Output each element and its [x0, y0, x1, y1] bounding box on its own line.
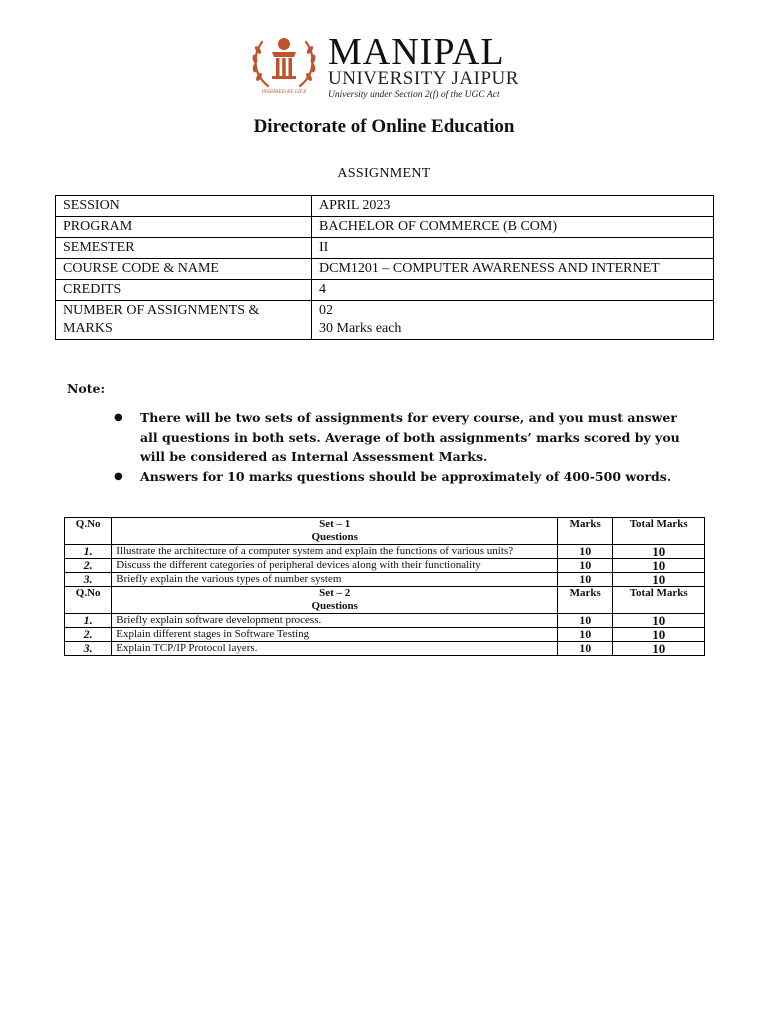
question-total: 10 — [613, 642, 705, 656]
university-logo — [248, 30, 538, 100]
table-row — [65, 545, 705, 559]
bullet-icon: ● — [114, 412, 123, 423]
marks-header: Marks — [558, 587, 613, 614]
question-marks: 10 — [558, 642, 613, 656]
table-row — [65, 614, 705, 628]
note-text: Answers for 10 marks questions should be approximately of 400-500 words. — [140, 468, 672, 484]
question-text: Briefly explain software development process. — [112, 614, 558, 628]
question-number: 2. — [65, 559, 112, 573]
info-value: 4 — [312, 280, 714, 301]
question-marks: 10 — [558, 545, 613, 559]
info-row — [56, 238, 714, 259]
note-item — [108, 408, 698, 467]
set1-header-row — [65, 518, 705, 545]
question-total: 10 — [613, 614, 705, 628]
info-value — [312, 301, 714, 340]
question-text: Discuss the different categories of peripheral devices along with their functionality — [112, 559, 558, 573]
questions-header: Questions — [311, 531, 358, 543]
question-total: 10 — [613, 545, 705, 559]
note-text: There will be two sets of assignments for every course, and you must answer all questions in both sets. Average of both assignments’ marks scored by you will be considered as Internal Assessment Marks. — [140, 410, 680, 464]
question-marks: 10 — [558, 614, 613, 628]
assignment-heading: ASSIGNMENT — [337, 166, 431, 181]
marks-each: 30 Marks each — [319, 321, 402, 336]
info-row — [56, 259, 714, 280]
bullet-icon: ● — [114, 470, 123, 482]
note-item — [108, 467, 698, 487]
info-key: PROGRAM — [56, 217, 312, 238]
question-text: Explain different stages in Software Testing — [112, 628, 558, 642]
table-row — [65, 559, 705, 573]
assignment-count: 02 — [319, 303, 333, 318]
info-row — [56, 301, 714, 340]
table-row — [65, 642, 705, 656]
note-list — [108, 408, 698, 486]
question-text: Explain TCP/IP Protocol layers. — [112, 642, 558, 656]
manipal-emblem-icon — [248, 30, 320, 96]
question-number: 3. — [65, 573, 112, 587]
set1-title: Set – 1 — [319, 518, 351, 530]
logo-subtitle: UNIVERSITY JAIPUR — [328, 68, 519, 89]
qno-header: Q.No — [65, 587, 112, 614]
total-marks-header: Total Marks — [613, 518, 705, 545]
questions-header: Questions — [311, 600, 358, 612]
note-label: Note: — [67, 381, 106, 396]
question-total: 10 — [613, 559, 705, 573]
qno-header: Q.No — [65, 518, 112, 545]
marks-header: Marks — [558, 518, 613, 545]
info-key: SESSION — [56, 196, 312, 217]
question-number: 1. — [65, 545, 112, 559]
table-row — [65, 628, 705, 642]
question-text: Briefly explain the various types of number system — [112, 573, 558, 587]
info-key: SEMESTER — [56, 238, 312, 259]
info-key: NUMBER OF ASSIGNMENTS & MARKS — [56, 301, 312, 340]
info-value: BACHELOR OF COMMERCE (B COM) — [312, 217, 714, 238]
question-number: 1. — [65, 614, 112, 628]
info-row — [56, 280, 714, 301]
info-value: DCM1201 – COMPUTER AWARENESS AND INTERNET — [312, 259, 714, 280]
info-value: APRIL 2023 — [312, 196, 714, 217]
info-value: II — [312, 238, 714, 259]
logo-tagline: University under Section 2(f) of the UGC Act — [328, 90, 500, 100]
question-number: 2. — [65, 628, 112, 642]
question-marks: 10 — [558, 573, 613, 587]
question-total: 10 — [613, 573, 705, 587]
question-total: 10 — [613, 628, 705, 642]
question-marks: 10 — [558, 628, 613, 642]
question-number: 3. — [65, 642, 112, 656]
info-row — [56, 196, 714, 217]
total-marks-header: Total Marks — [613, 587, 705, 614]
set2-header-row — [65, 587, 705, 614]
question-marks: 10 — [558, 559, 613, 573]
info-key: COURSE CODE & NAME — [56, 259, 312, 280]
course-info-table — [55, 195, 714, 340]
set2-header — [112, 587, 558, 614]
set2-title: Set – 2 — [319, 587, 351, 599]
info-row — [56, 217, 714, 238]
set1-header — [112, 518, 558, 545]
questions-table — [64, 517, 705, 656]
logo-title: MANIPAL — [328, 31, 505, 73]
info-key: CREDITS — [56, 280, 312, 301]
svg-text:INSPIRED BY LIFE: INSPIRED BY LIFE — [261, 89, 307, 95]
question-text: Illustrate the architecture of a computer system and explain the functions of various units? — [112, 545, 558, 559]
directorate-heading: Directorate of Online Education — [253, 116, 515, 137]
table-row — [65, 573, 705, 587]
